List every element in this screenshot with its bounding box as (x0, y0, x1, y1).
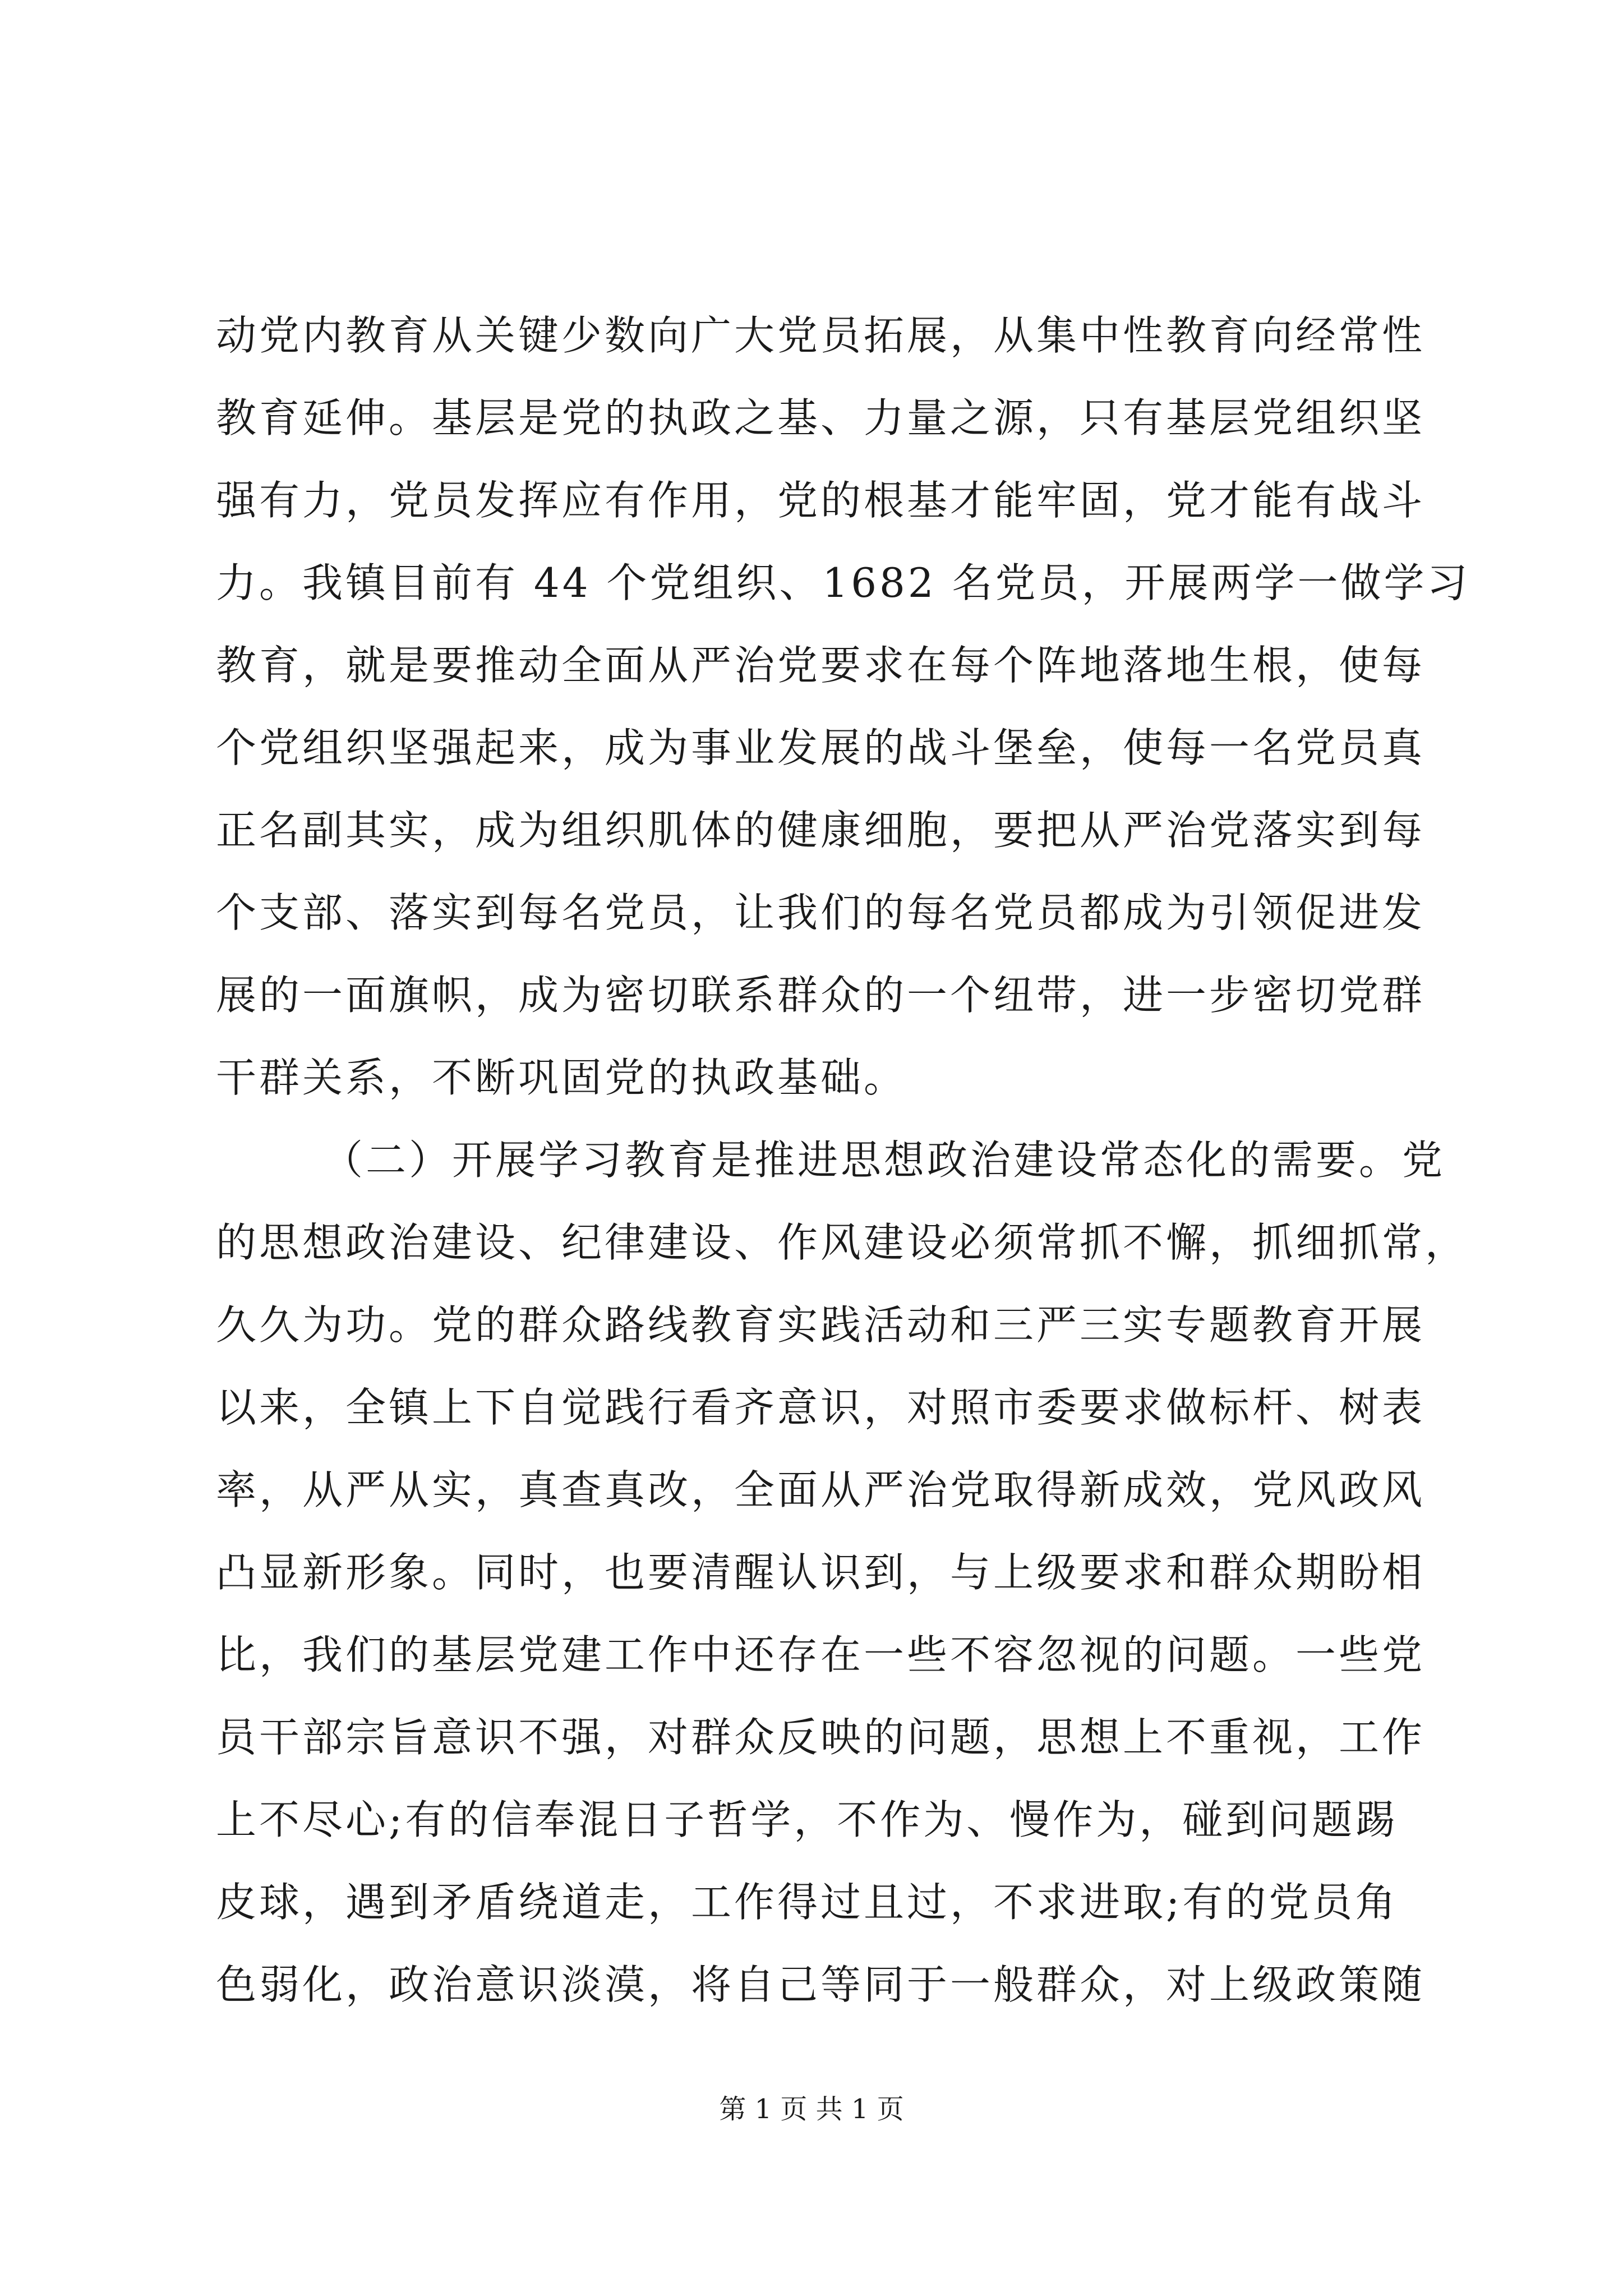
text-line: 教育，就是要推动全面从严治党要求在每个阵地落地生根，使每 (216, 642, 1426, 689)
text-line: 久久为功。党的群众路线教育实践活动和三严三实专题教育开展 (216, 1301, 1426, 1349)
text-line: 凸显新形象。同时，也要清醒认识到，与上级要求和群众期盼相 (216, 1549, 1426, 1596)
section-heading-line: （二）开展学习教育是推进思想政治建设常态化的需要。党 (322, 1137, 1446, 1184)
text-line: 力。我镇目前有 44 个党组织、1682 名党员，开展两学一做学习 (216, 559, 1470, 606)
text-line: 个支部、落实到每名党员，让我们的每名党员都成为引领促进发 (216, 889, 1426, 936)
text-line: 教育延伸。基层是党的执政之基、力量之源，只有基层党组织坚 (216, 394, 1426, 441)
text-line: 展的一面旗帜，成为密切联系群众的一个纽带，进一步密切党群 (216, 972, 1426, 1019)
text-line: 干群关系，不断巩固党的执政基础。 (216, 1054, 907, 1101)
text-line: 个党组织坚强起来，成为事业发展的战斗堡垒，使每一名党员真 (216, 724, 1426, 771)
text-line: 员干部宗旨意识不强，对群众反映的问题，思想上不重视，工作 (216, 1714, 1426, 1761)
text-line: 的思想政治建设、纪律建设、作风建设必须常抓不懈，抓细抓常， (216, 1219, 1469, 1266)
text-line: 色弱化，政治意识淡漠，将自己等同于一般群众，对上级政策随 (216, 1961, 1426, 2008)
document-body (216, 295, 1470, 2026)
text-line: 以来，全镇上下自觉践行看齐意识，对照市委要求做标杆、树表 (216, 1384, 1426, 1431)
text-line: 皮球，遇到矛盾绕道走，工作得过且过，不求进取;有的党员角 (216, 1879, 1399, 1926)
text-line: 强有力，党员发挥应有作用，党的根基才能牢固，党才能有战斗 (216, 477, 1426, 524)
text-line: 动党内教育从关键少数向广大党员拓展，从集中性教育向经常性 (216, 312, 1426, 359)
text-line: 正名副其实，成为组织肌体的健康细胞，要把从严治党落实到每 (216, 807, 1426, 854)
text-line: 上不尽心;有的信奉混日子哲学，不作为、慢作为，碰到问题踢 (216, 1796, 1399, 1843)
page-footer: 第 1 页 共 1 页 (719, 2093, 904, 2125)
text-line: 比，我们的基层党建工作中还存在一些不容忽视的问题。一些党 (216, 1631, 1426, 1678)
text-line: 率，从严从实，真查真改，全面从严治党取得新成效，党风政风 (216, 1466, 1426, 1513)
